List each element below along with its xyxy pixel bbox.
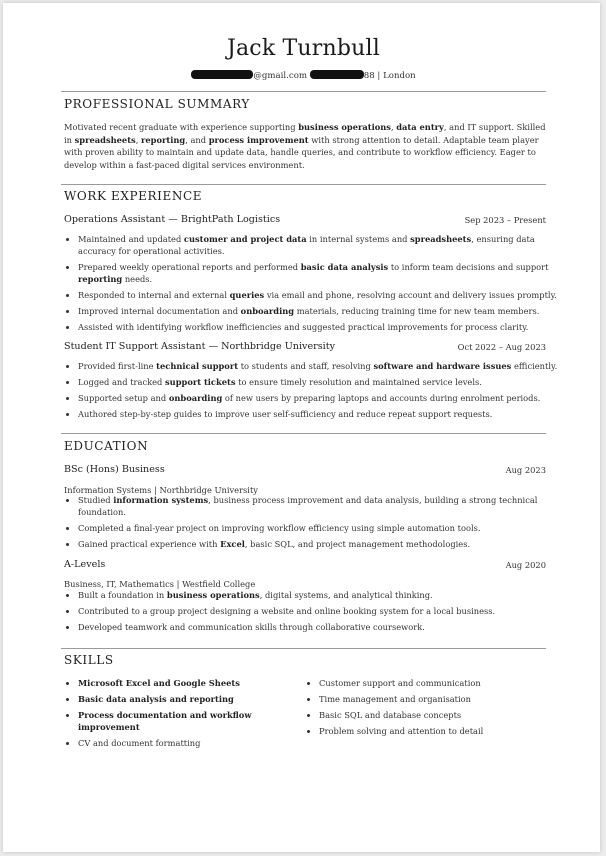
contact-phone-tail: 88	[363, 71, 375, 81]
bullet-text-run: Developed teamwork and communication skills through collaborative coursework.	[78, 622, 425, 632]
summary-keyword: data entry	[396, 122, 444, 132]
contact-separator: |	[374, 71, 384, 81]
bullet-item	[78, 233, 558, 257]
bullet-text-run: Contributed to a group project designing a website and online booking system for a local business.	[78, 606, 496, 616]
bullet-keyword: Excel	[220, 539, 245, 549]
bullet-item	[78, 360, 558, 372]
bullet-text-run: to inform team decisions and support	[388, 262, 549, 272]
job-bullets	[64, 360, 558, 424]
job-title: Student IT Support Assistant — Northbridge University	[64, 341, 335, 352]
bullet-text-run: Maintained and updated	[78, 234, 184, 244]
bullet-text-run: Studied	[78, 495, 114, 505]
summary-text-run: with strong attention to detail. Adaptable team player with proven ability to maintain and update data, handle queries, and contribute to workflow efficiency. Eager to develop within a fast-paced digital services environment.	[64, 134, 539, 170]
degree-date: Aug 2020	[505, 560, 546, 570]
bullet-keyword: onboarding	[168, 393, 223, 403]
job-dates: Sep 2023 – Present	[464, 215, 546, 225]
bullet-keyword: support tickets	[165, 377, 236, 387]
bullet-text-run: to ensure timely resolution and maintained service levels.	[235, 377, 482, 387]
bullet-item	[78, 494, 558, 518]
education-heading: EDUCATION	[64, 439, 149, 453]
bullet-keyword: business operations	[166, 590, 260, 600]
bullet-text-run: Supported setup and	[78, 393, 169, 403]
bullet-text-run: via email and phone, resolving account and delivery issues promptly.	[264, 290, 557, 300]
summary-text-run: , and IT support. Skilled in	[64, 122, 546, 145]
bullet-item	[78, 305, 558, 317]
divider	[61, 184, 546, 185]
bullet-keyword: basic data analysis	[300, 262, 389, 272]
degree-bullets	[64, 589, 558, 637]
divider	[61, 433, 546, 434]
bullet-text-run: materials, reducing training time for new team members.	[294, 306, 540, 316]
bullet-item	[78, 408, 558, 420]
summary-text-run: ,	[135, 134, 141, 145]
bullet-keyword: queries	[229, 290, 265, 300]
skill-label: Basic SQL and database concepts	[319, 710, 462, 720]
bullet-item	[78, 261, 558, 285]
summary-keyword: business operations	[298, 122, 391, 132]
skill-label: Microsoft Excel and Google Sheets	[78, 678, 240, 688]
divider	[61, 648, 546, 649]
bullet-keyword: software and hardware issues	[373, 361, 512, 371]
bullet-keyword: customer and project data	[183, 234, 307, 244]
bullet-text-run: , business process improvement and data analysis, building a strong technical foundation.	[78, 495, 538, 517]
degree-date: Aug 2023	[505, 465, 546, 475]
skill-item	[78, 737, 304, 749]
summary-heading: PROFESSIONAL SUMMARY	[64, 97, 250, 111]
skill-item	[319, 709, 555, 721]
bullet-text-run: , ensuring data accuracy for operational activities.	[78, 234, 535, 256]
bullet-item	[78, 589, 558, 601]
bullet-text-run: Built a foundation in	[78, 590, 167, 600]
summary-text	[64, 121, 546, 171]
bullet-item	[78, 605, 558, 617]
degree-subtitle: Business, IT, Mathematics | Westfield College	[64, 579, 256, 589]
redacted-email-block	[191, 70, 253, 79]
bullet-text-run: efficiently.	[511, 361, 558, 371]
bullet-text-run: Logged and tracked	[78, 377, 166, 387]
bullet-text-run: Completed a final-year project on improving workflow efficiency using simple automation tools.	[78, 523, 481, 533]
bullet-text-run: Authored step-by-step guides to improve user self-sufficiency and reduce repeat support requests.	[78, 409, 493, 419]
bullet-item	[78, 321, 558, 333]
skill-item	[319, 725, 555, 737]
work-heading: WORK EXPERIENCE	[64, 189, 203, 203]
skills-right-column	[305, 677, 555, 741]
summary-text-run: , and	[185, 134, 209, 145]
bullet-item	[78, 522, 558, 534]
summary-keyword: reporting	[141, 134, 186, 145]
bullet-text-run: Provided first-line	[78, 361, 157, 371]
bullet-text-run: of new users by preparing laptops and accounts during enrolment periods.	[222, 393, 541, 403]
bullet-text-run: , basic SQL, and project management methodologies.	[244, 539, 471, 549]
bullet-text-run: needs.	[122, 274, 153, 284]
candidate-name: Jack Turnbull	[226, 36, 381, 61]
redacted-phone-block	[310, 70, 364, 79]
skill-label: Customer support and communication	[319, 678, 481, 688]
bullet-keyword: onboarding	[240, 306, 295, 316]
degree-title: A-Levels	[64, 559, 106, 570]
degree-bullets	[64, 494, 558, 554]
bullet-text-run: to students and staff, resolving	[238, 361, 374, 371]
bullet-item	[78, 376, 558, 388]
contact-location: London	[383, 71, 416, 81]
job-dates: Oct 2022 – Aug 2023	[457, 342, 546, 352]
bullet-keyword: technical support	[156, 361, 239, 371]
summary-keyword: spreadsheets	[74, 134, 136, 145]
bullet-item	[78, 538, 558, 550]
degree-subtitle: Information Systems | Northbridge University	[64, 485, 258, 495]
bullet-text-run: in internal systems and	[306, 234, 411, 244]
skills-left-column	[64, 677, 304, 753]
skill-label: Process documentation and workflow improvement	[78, 710, 252, 732]
bullet-keyword: information systems	[113, 495, 209, 505]
bullet-text-run: , digital systems, and analytical thinking.	[259, 590, 433, 600]
summary-keyword: process improvement	[208, 134, 309, 145]
summary-text-run: Motivated recent graduate with experience supporting	[64, 122, 299, 132]
bullet-keyword: spreadsheets	[410, 234, 472, 244]
divider	[61, 91, 546, 92]
bullet-text-run: Gained practical experience with	[78, 539, 221, 549]
skill-label: Problem solving and attention to detail	[319, 726, 484, 736]
bullet-text-run: Prepared weekly operational reports and performed	[78, 262, 301, 272]
skill-item	[319, 693, 555, 705]
bullet-keyword: reporting	[78, 274, 123, 284]
bullet-item	[78, 621, 558, 633]
skill-item	[78, 709, 304, 733]
skills-heading: SKILLS	[64, 653, 114, 667]
bullet-text-run: Responded to internal and external	[78, 290, 230, 300]
resume-page	[3, 3, 600, 852]
skill-label: CV and document formatting	[78, 738, 201, 748]
degree-title: BSc (Hons) Business	[64, 464, 165, 475]
bullet-item	[78, 289, 558, 301]
skill-label: Basic data analysis and reporting	[78, 694, 234, 704]
skill-item	[78, 693, 304, 705]
bullet-text-run: Improved internal documentation and	[78, 306, 241, 316]
contact-line	[61, 70, 546, 81]
summary-text-run: ,	[390, 122, 397, 132]
job-title: Operations Assistant — BrightPath Logistics	[64, 214, 281, 225]
skill-label: Time management and organisation	[319, 694, 472, 704]
bullet-text-run: Assisted with identifying workflow inefficiencies and suggested practical improvements for process clarity.	[78, 322, 529, 332]
skill-item	[78, 677, 304, 689]
bullet-item	[78, 392, 558, 404]
contact-email-tail: @gmail.com	[253, 71, 308, 81]
skill-item	[319, 677, 555, 689]
job-bullets	[64, 233, 558, 337]
